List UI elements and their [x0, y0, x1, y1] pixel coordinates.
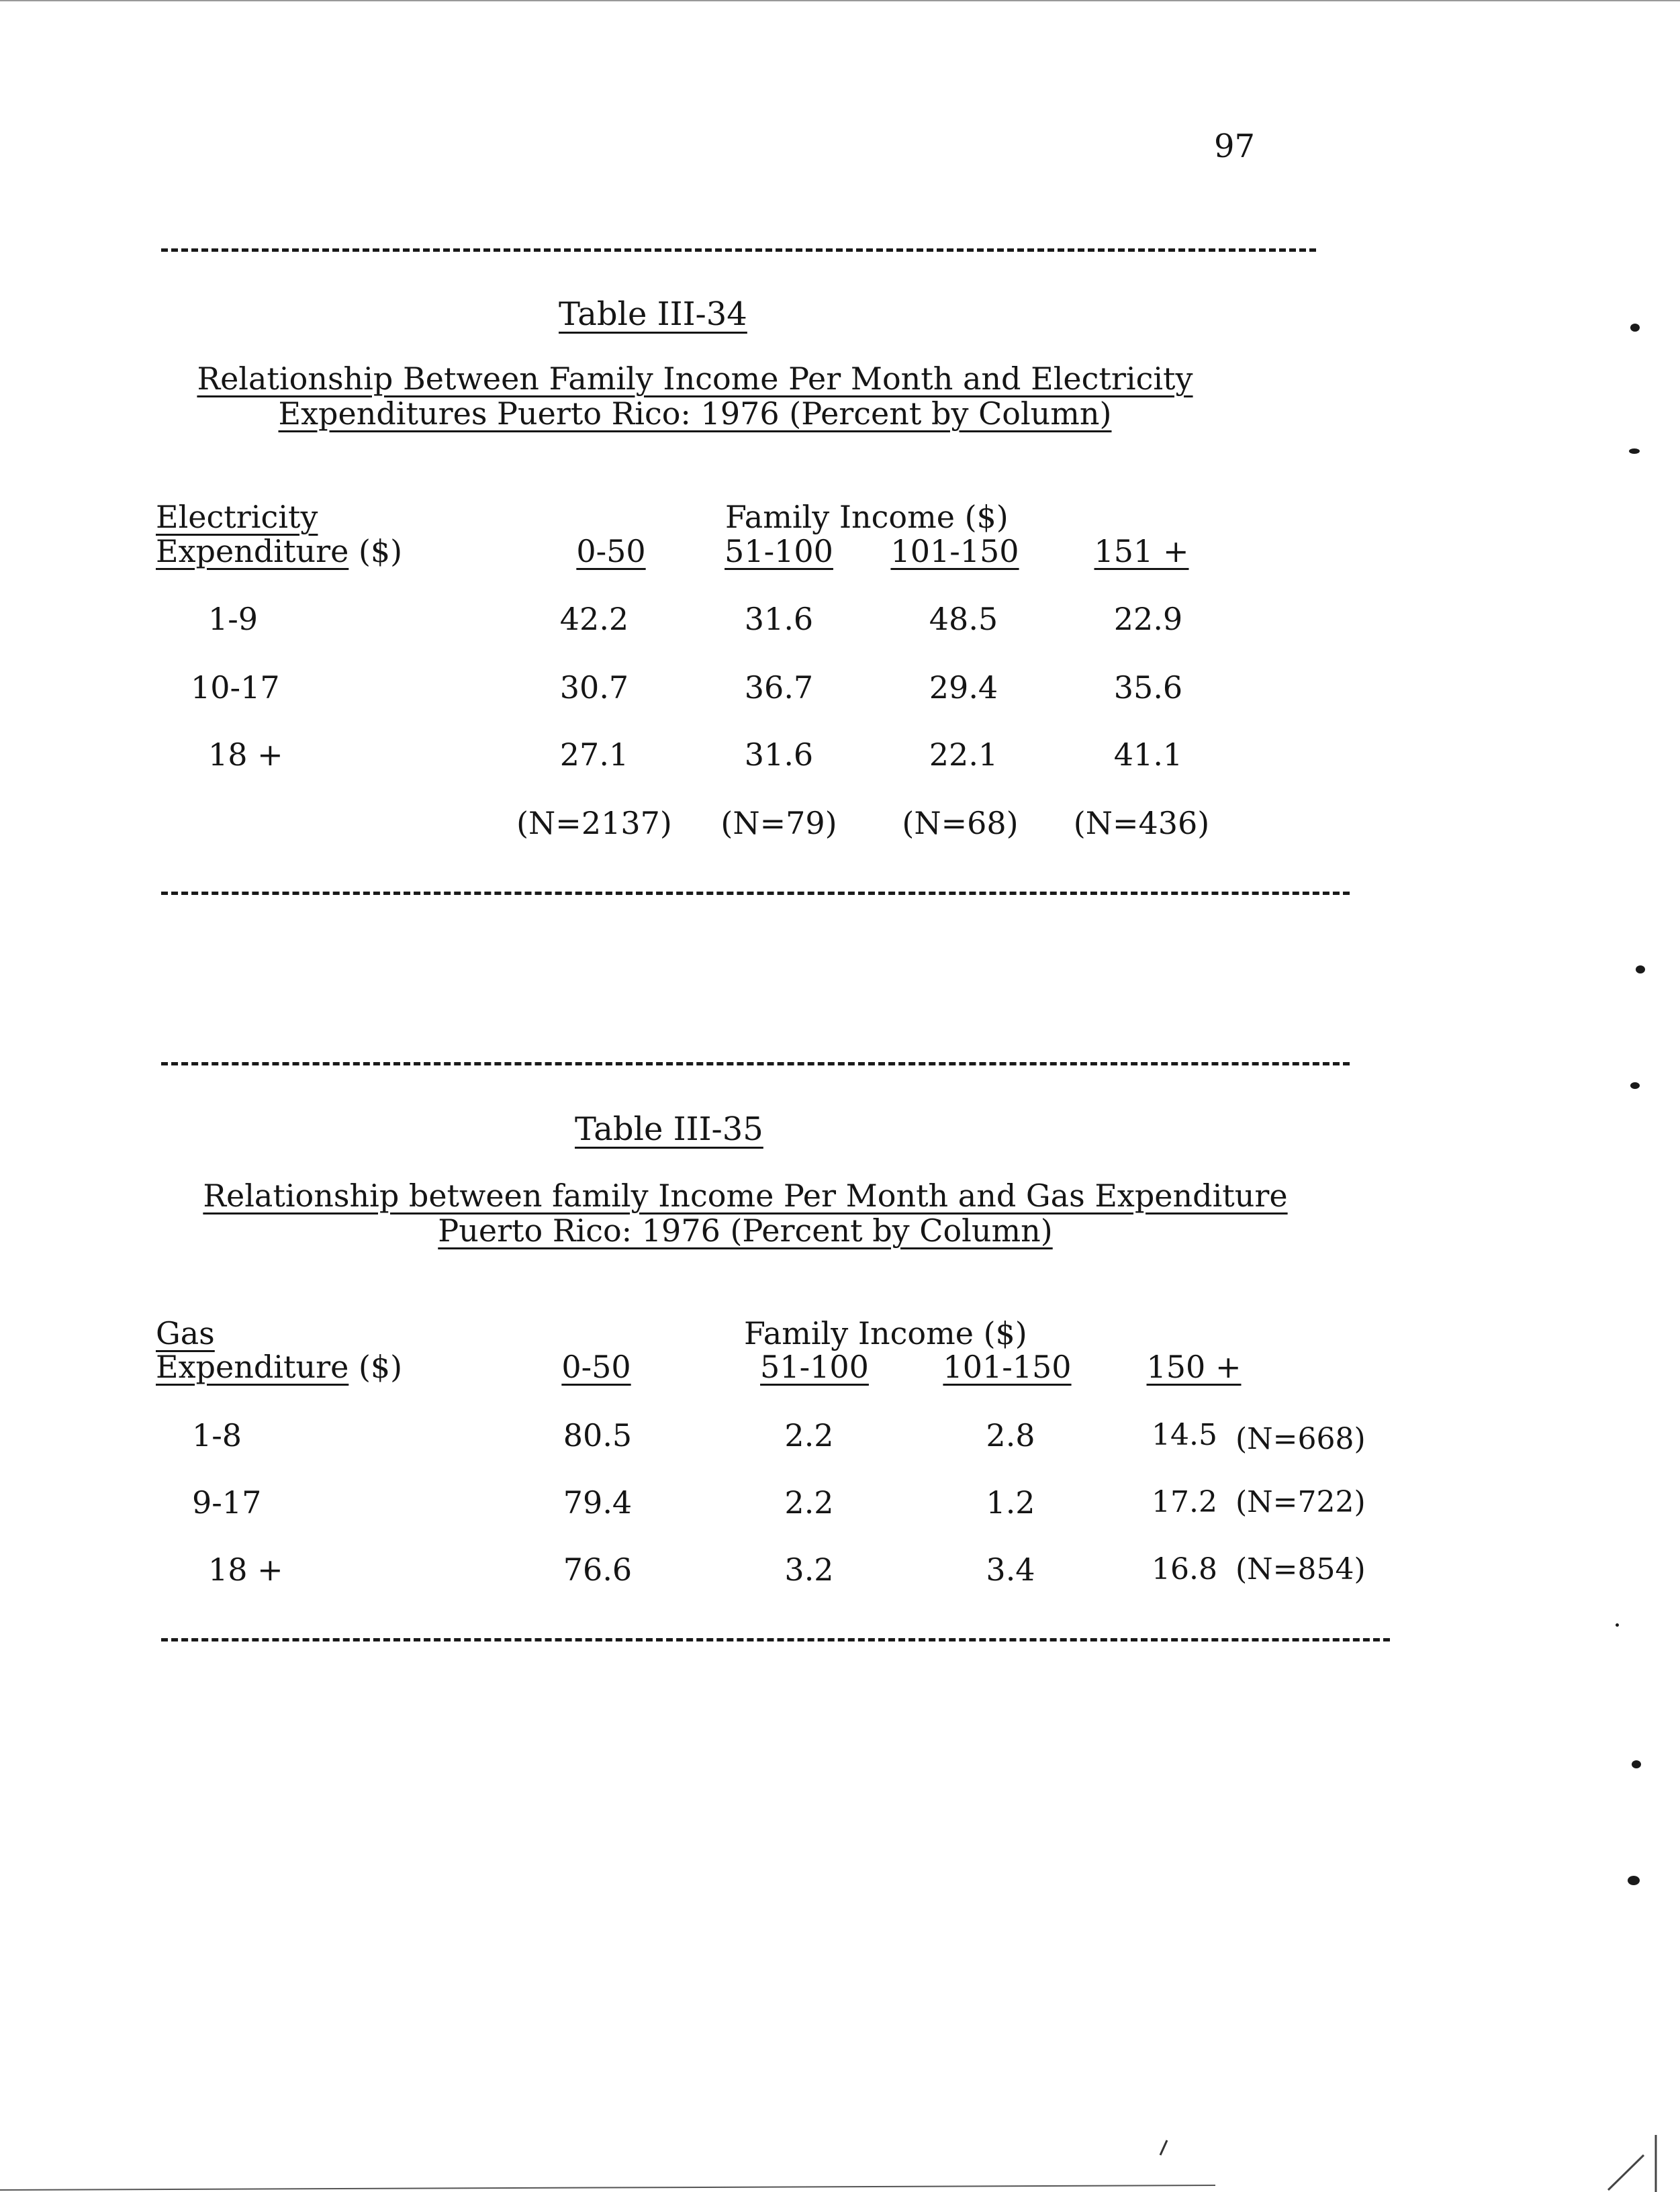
dashed-rule-top-2 [161, 1062, 1350, 1065]
scan-speck [1616, 1623, 1619, 1627]
table-label-2: Table III-35 [575, 1110, 763, 1148]
col-header-2-1: 51-100 [760, 1349, 869, 1385]
dashed-rule-bottom-2 [161, 1638, 1390, 1641]
stub-header-1-word: Expenditure [156, 533, 349, 569]
table-cell: 76.6 [563, 1552, 633, 1588]
table-cell: 2.2 [784, 1417, 834, 1454]
table-cell: 31.6 [744, 601, 814, 637]
col-header-2-2: 101-150 [943, 1349, 1072, 1385]
table-cell: 27.1 [559, 736, 629, 773]
scan-speck [1629, 448, 1640, 454]
row-total-2-2: (N=854) [1235, 1552, 1366, 1586]
page-number: 97 [1214, 128, 1256, 165]
group-header-2: Family Income ($) [744, 1315, 1027, 1351]
col-header-1-0: 0-50 [576, 533, 646, 569]
stub-header-1-unit: ($) [358, 533, 403, 569]
scan-speck [1628, 1876, 1640, 1885]
table-cell: 41.1 [1113, 736, 1183, 773]
table-cell: 35.6 [1113, 669, 1183, 706]
table-title-1 [188, 361, 1202, 431]
scan-speck [1632, 1760, 1641, 1768]
row-label-2-2: 18 + [208, 1552, 283, 1588]
col-header-2-0: 0-50 [561, 1349, 631, 1385]
col-header-1-3: 151 + [1094, 533, 1189, 569]
table-cell: 42.2 [559, 601, 629, 637]
table-cell: 22.9 [1113, 601, 1183, 637]
stub-header-1-line1: Electricity [156, 499, 318, 535]
col-header-2-3: 150 + [1146, 1349, 1242, 1385]
row-total-2-1: (N=722) [1235, 1485, 1366, 1519]
col-header-1-2: 101-150 [890, 533, 1019, 569]
stub-header-2-word: Expenditure [156, 1349, 349, 1385]
column-total-1-0: (N=2137) [516, 805, 672, 841]
scan-speck [1630, 324, 1640, 332]
scan-top-edge [0, 0, 1680, 1]
row-label-2-0: 1-8 [192, 1417, 242, 1454]
stub-header-2-unit: ($) [358, 1349, 403, 1385]
table-cell: 31.6 [744, 736, 814, 773]
row-label-1-2: 18 + [208, 736, 283, 773]
group-header-1: Family Income ($) [725, 499, 1009, 535]
table-cell: 14.5 [1152, 1418, 1217, 1452]
stub-header-1-line2 [156, 534, 402, 569]
table-title-2-line2: Puerto Rico: 1976 (Percent by Column) [438, 1212, 1053, 1249]
column-total-1-2: (N=68) [902, 805, 1019, 841]
table-title-1-line2: Expenditures Puerto Rico: 1976 (Percent by Column) [278, 395, 1112, 432]
table-cell: 2.2 [784, 1484, 834, 1521]
table-label-1: Table III-34 [559, 295, 747, 333]
scan-speck [1630, 1082, 1640, 1089]
table-cell: 3.2 [784, 1552, 834, 1588]
row-label-2-1: 9-17 [192, 1484, 262, 1521]
table-title-2-line1: Relationship between family Income Per Month and Gas Expenditure [203, 1178, 1288, 1214]
col-header-1-1: 51-100 [725, 533, 833, 569]
column-total-1-3: (N=436) [1073, 805, 1210, 841]
dashed-rule-top-1 [161, 248, 1316, 252]
table-cell: 1.2 [986, 1484, 1035, 1521]
scan-edge-marks [0, 2108, 1680, 2192]
column-total-1-1: (N=79) [720, 805, 837, 841]
table-cell: 80.5 [563, 1417, 633, 1454]
scan-speck [1636, 965, 1645, 973]
row-total-2-0: (N=668) [1235, 1422, 1366, 1456]
dashed-rule-bottom-1 [161, 892, 1350, 895]
table-cell: 3.4 [986, 1552, 1035, 1588]
table-cell: 22.1 [929, 736, 998, 773]
row-label-1-1: 10-17 [191, 669, 280, 706]
row-label-1-0: 1-9 [208, 601, 259, 637]
table-cell: 36.7 [744, 669, 814, 706]
table-cell: 30.7 [559, 669, 629, 706]
stub-header-2-line1: Gas [156, 1315, 215, 1351]
table-cell: 79.4 [563, 1484, 633, 1521]
table-title-1-line1: Relationship Between Family Income Per Month and Electricity [197, 361, 1193, 397]
table-title-2 [201, 1178, 1289, 1248]
table-cell: 17.2 [1152, 1485, 1217, 1519]
table-cell: 16.8 [1152, 1552, 1217, 1586]
table-cell: 29.4 [929, 669, 998, 706]
table-cell: 48.5 [929, 601, 998, 637]
stub-header-2-line2 [156, 1349, 402, 1384]
table-cell: 2.8 [986, 1417, 1035, 1454]
